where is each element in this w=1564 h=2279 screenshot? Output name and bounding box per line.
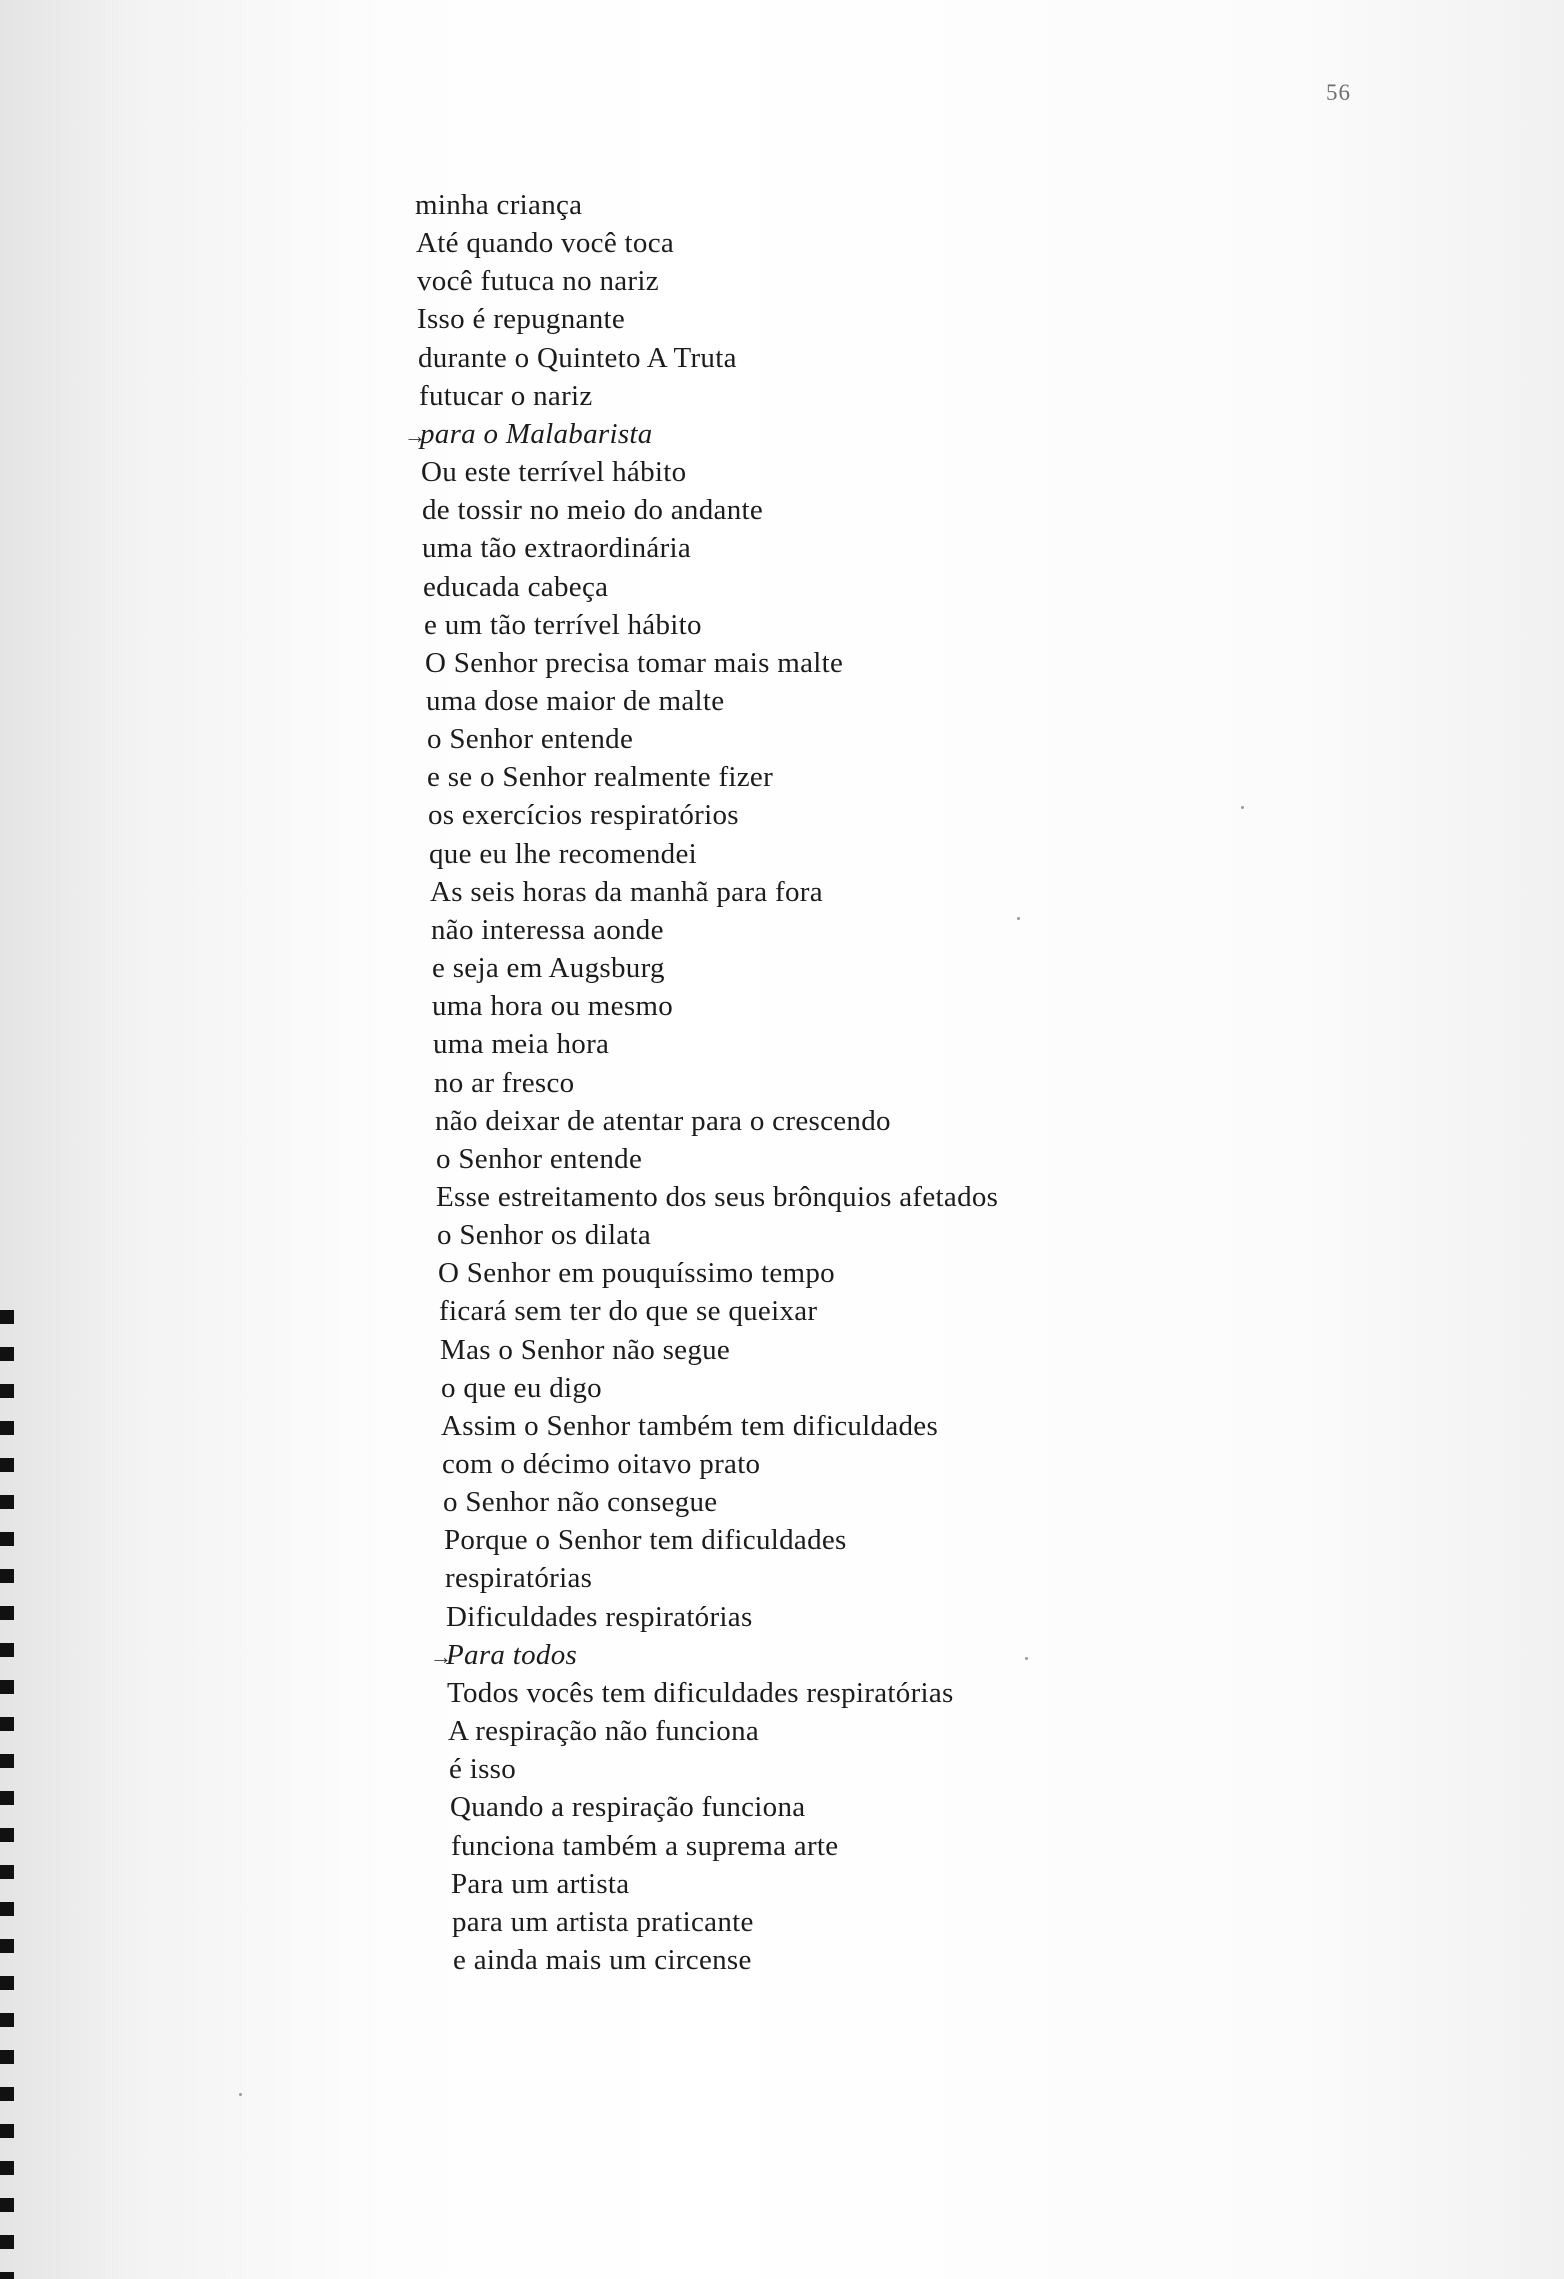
poem-line-text: e se o Senhor realmente fizer bbox=[427, 761, 774, 793]
poem-line bbox=[441, 1412, 938, 1441]
poem-line-text: e ainda mais um circense bbox=[453, 1944, 752, 1976]
poem-line bbox=[439, 1297, 817, 1326]
scan-speck bbox=[1025, 1657, 1028, 1660]
poem-line-text: minha criança bbox=[415, 189, 583, 221]
poem-line bbox=[444, 1526, 847, 1555]
poem-line bbox=[446, 1603, 753, 1632]
poem-line-text: futucar o nariz bbox=[419, 380, 593, 412]
poem-line-text: o Senhor os dilata bbox=[437, 1219, 652, 1251]
poem-line bbox=[451, 1870, 629, 1899]
poem-line bbox=[447, 1679, 954, 1708]
direction-marker-icon: → bbox=[404, 423, 427, 448]
poem-line-text: Mas o Senhor não segue bbox=[440, 1334, 731, 1366]
poem-line bbox=[418, 344, 737, 373]
poem-line bbox=[438, 1259, 835, 1288]
poem-line-text: para um artista praticante bbox=[452, 1906, 754, 1938]
poem-line bbox=[423, 573, 608, 602]
poem-line bbox=[440, 1336, 730, 1365]
poem-line-text: o que eu digo bbox=[441, 1372, 602, 1404]
poem-line bbox=[436, 1183, 998, 1212]
poem-line-text: uma meia hora bbox=[433, 1028, 610, 1060]
poem-line bbox=[427, 763, 773, 792]
stage-direction-text: para o Malabarista bbox=[420, 418, 653, 450]
poem-line-text: O Senhor em pouquíssimo tempo bbox=[438, 1257, 835, 1289]
scan-speck bbox=[239, 2093, 242, 2096]
poem-line-text: Dificuldades respiratórias bbox=[446, 1601, 753, 1633]
poem-line-text: com o décimo oitavo prato bbox=[442, 1448, 761, 1480]
poem-line bbox=[450, 1793, 805, 1822]
poem-line bbox=[430, 878, 823, 907]
poem-line-text: respiratórias bbox=[445, 1562, 593, 1594]
poem-line-text: Quando a respiração funciona bbox=[450, 1791, 806, 1823]
poem-line bbox=[442, 1450, 760, 1479]
poem-line bbox=[432, 954, 665, 983]
poem-line bbox=[443, 1488, 717, 1517]
poem-line-text: e seja em Augsburg bbox=[432, 952, 665, 984]
poem-line bbox=[426, 687, 724, 716]
poem-line bbox=[432, 992, 673, 1021]
poem-line bbox=[429, 840, 697, 869]
poem-line bbox=[428, 801, 739, 830]
poem-line bbox=[425, 649, 843, 678]
poem-line-text: o Senhor entende bbox=[427, 723, 634, 755]
stage-direction bbox=[430, 1639, 578, 1671]
poem-line-text: uma dose maior de malte bbox=[426, 685, 725, 717]
poem-line bbox=[437, 1221, 651, 1250]
poem-line-text: você futuca no nariz bbox=[417, 265, 659, 297]
poem-line bbox=[441, 1374, 602, 1403]
poem-line bbox=[436, 1145, 642, 1174]
poem-line bbox=[422, 534, 691, 563]
poem-line bbox=[434, 1069, 574, 1098]
poem-line-text: que eu lhe recomendei bbox=[429, 838, 697, 870]
poem-line-text: Até quando você toca bbox=[416, 227, 675, 259]
stage-direction-text: Para todos bbox=[446, 1639, 578, 1671]
poem-line bbox=[448, 1717, 759, 1746]
poem-line-text: Porque o Senhor tem dificuldades bbox=[444, 1524, 847, 1556]
poem-line-text: não interessa aonde bbox=[431, 914, 664, 946]
poem-line bbox=[433, 1030, 609, 1059]
poem-line-text: A respiração não funciona bbox=[448, 1715, 760, 1747]
poem-line bbox=[416, 229, 674, 258]
poem-line-text: Para um artista bbox=[451, 1868, 630, 1900]
poem-line-text: e um tão terrível hábito bbox=[424, 609, 702, 641]
poem-line-text: durante o Quinteto A Truta bbox=[418, 342, 737, 374]
direction-marker-icon: → bbox=[430, 1644, 453, 1669]
poem-line bbox=[452, 1908, 754, 1937]
poem-line bbox=[435, 1107, 891, 1136]
poem-line bbox=[422, 496, 763, 525]
poem-line-text: uma tão extraordinária bbox=[422, 532, 692, 564]
poem-line bbox=[451, 1832, 838, 1861]
poem-line bbox=[449, 1755, 516, 1784]
poem-line-text: no ar fresco bbox=[434, 1067, 575, 1099]
poem-line bbox=[417, 267, 659, 296]
poem-line bbox=[415, 191, 582, 220]
poem-line-text: Todos vocês tem dificuldades respiratórias bbox=[447, 1677, 954, 1709]
poem-line bbox=[427, 725, 633, 754]
poem-line-text: As seis horas da manhã para fora bbox=[430, 876, 823, 908]
poem-line-text: Ou este terrível hábito bbox=[421, 456, 687, 488]
poem-line bbox=[431, 916, 664, 945]
poem-line-text: não deixar de atentar para o crescendo bbox=[435, 1105, 891, 1137]
poem-line bbox=[453, 1946, 752, 1975]
poem-line-text: de tossir no meio do andante bbox=[422, 494, 764, 526]
poem-line-text: O Senhor precisa tomar mais malte bbox=[425, 647, 844, 679]
poem-line bbox=[445, 1564, 592, 1593]
poem-line-text: funciona também a suprema arte bbox=[451, 1830, 839, 1862]
poem-line bbox=[419, 382, 593, 411]
poem-line bbox=[424, 611, 702, 640]
poem-line-text: Esse estreitamento dos seus brônquios afetados bbox=[436, 1181, 999, 1213]
poem-line-text: ficará sem ter do que se queixar bbox=[439, 1295, 818, 1327]
poem-line bbox=[417, 305, 625, 334]
poem-line-text: é isso bbox=[449, 1753, 517, 1785]
scan-speck bbox=[1241, 806, 1244, 809]
page-number: 56 bbox=[1326, 80, 1351, 105]
poem-line-text: o Senhor entende bbox=[436, 1143, 643, 1175]
poem-line-text: o Senhor não consegue bbox=[443, 1486, 718, 1518]
poem-line-text: Isso é repugnante bbox=[417, 303, 626, 335]
stage-direction bbox=[404, 418, 653, 450]
scan-speck bbox=[1017, 917, 1020, 920]
poem-line-text: Assim o Senhor também tem dificuldades bbox=[441, 1410, 939, 1442]
poem-line bbox=[421, 458, 686, 487]
poem-line-text: educada cabeça bbox=[423, 571, 609, 603]
poem-line-text: os exercícios respiratórios bbox=[428, 799, 739, 831]
poem-line-text: uma hora ou mesmo bbox=[432, 990, 674, 1022]
